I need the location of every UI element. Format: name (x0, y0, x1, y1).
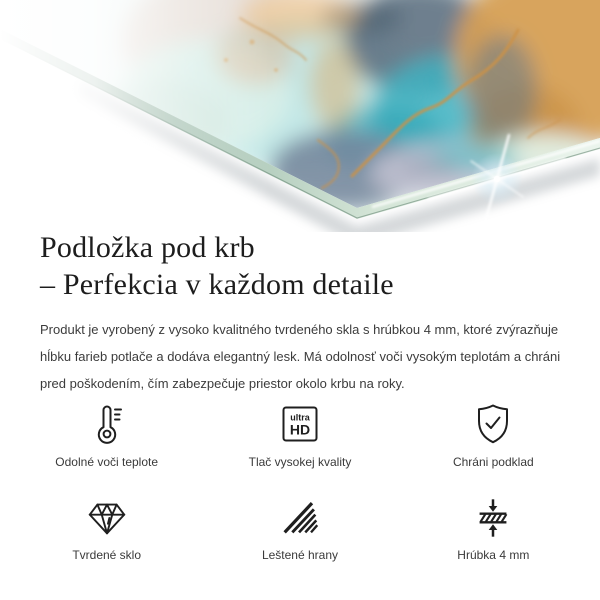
text-block (40, 229, 566, 397)
glass-panel-image (0, 0, 600, 232)
feature-grid (10, 400, 590, 562)
thickness-icon (470, 493, 516, 541)
diamond-icon (84, 493, 130, 541)
feature-polished-edges (203, 493, 396, 562)
page-title (40, 229, 566, 303)
title-line-2: – Perfekcia v každom detaile (40, 268, 394, 301)
ultra-hd-icon (276, 400, 324, 448)
feature-tempered-glass (10, 493, 203, 562)
ultra-hd-icon-text-top: ultra (290, 412, 310, 423)
feature-label: Chráni podklad (452, 455, 534, 469)
product-photo (0, 0, 600, 232)
ultra-hd-icon-text-bottom: HD (289, 421, 311, 438)
feature-print-quality (203, 400, 396, 469)
feature-thickness (397, 493, 590, 562)
feature-label: Odolné voči teplote (55, 455, 159, 469)
depth-of-field-fade (0, 0, 270, 232)
feature-heat-resistant (10, 400, 203, 469)
product-description: Produkt je vyrobený z vysoko kvalitného tvrdeného skla s hrúbkou 4 mm, ktoré zvýrazňuje hĺbku farieb potlače a dodáva elegantný lesk. Má odolnosť voči vysokým teplotám a chráni pred poškodením, čím zabezpečuje priestor okolo krbu na roky. (40, 322, 561, 391)
feature-label: Leštené hrany (261, 548, 339, 562)
title-line-1: Podložka pod krb (40, 231, 255, 264)
thermometer-icon (83, 400, 131, 448)
polished-edges-icon (277, 493, 323, 541)
shield-check-icon (469, 400, 517, 448)
feature-label: Tlač vysokej kvality (248, 455, 352, 469)
feature-label: Hrúbka 4 mm (457, 548, 530, 562)
feature-label: Tvrdené sklo (72, 548, 142, 562)
feature-protects-surface (397, 400, 590, 469)
